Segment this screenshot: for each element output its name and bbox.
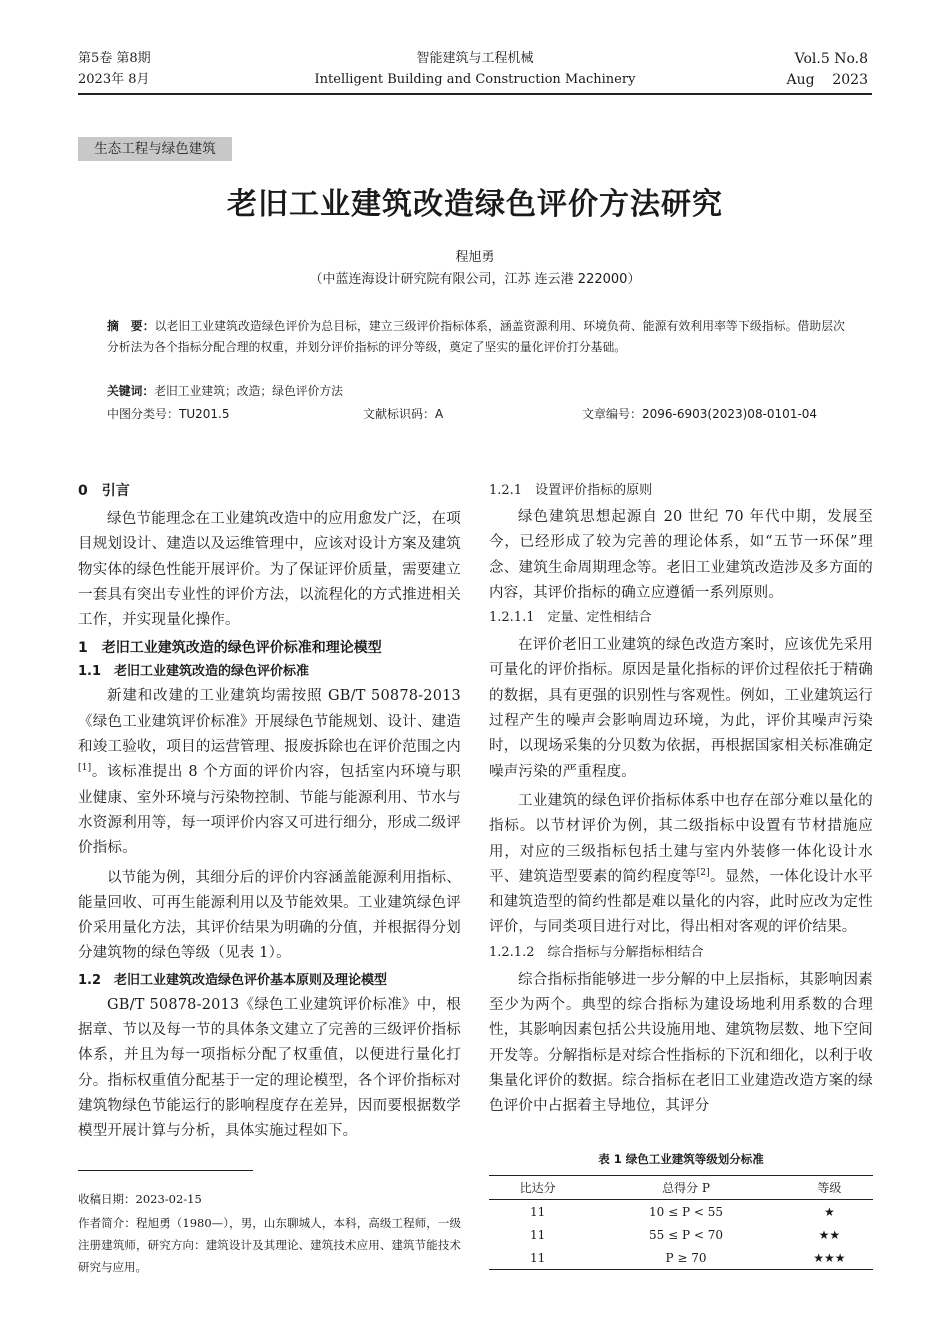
table-cell: 10 ≤ P < 55: [649, 1204, 724, 1219]
table-header-row: [489, 1176, 873, 1200]
right-column: [489, 479, 873, 1120]
abstract: [107, 316, 845, 358]
date-en: Aug 2023: [786, 72, 868, 88]
s1211-p2-text-a: 工业建筑的绿色评价指标体系中也存在部分难以量化的指标。以节材评价为例，其二级指标中设置有节材措施应用，对应的三级指标包括土建与室内外装修一体化设计水平、建筑造型要素的简约程度等: [489, 792, 873, 885]
table-cell: 11: [529, 1250, 546, 1265]
paper-title: 老旧工业建筑改造绿色评价方法研究: [227, 187, 723, 222]
s1211-p2-text-b: 。显然，一体化设计水平和建筑造型的简约性都是难以量化的内容，此时应改为定性评价，与同类项目进行对比，得出相对客观的评价结果。: [489, 868, 873, 936]
section-1-2-heading: 1.2 老旧工业建筑改造绿色评价基本原则及理论模型: [78, 972, 388, 988]
citation-2: [2]: [696, 868, 710, 879]
table-cell: ★★: [818, 1227, 841, 1242]
table-1: [489, 1175, 873, 1270]
table-header-cell: 等级: [817, 1181, 842, 1195]
volume-issue: 第5卷 第8期: [78, 51, 151, 66]
section-1-2-1-paragraph: 绿色建筑思想起源自 20 世纪 70 年代中期，发展至今，已经形成了较为完善的理论体系，如“五节一环保”理念、建筑生命周期理念等。老旧工业建筑改造涉及多方面的内容，其评价指标的确立应遵循一系列原则。: [489, 509, 873, 601]
table-cell: P ≥ 70: [665, 1250, 707, 1265]
footnote-rule: [78, 1170, 253, 1171]
section-1-2-1-1-heading: 1.2.1.1 定量、定性相结合: [489, 610, 652, 626]
table-row: [489, 1200, 873, 1224]
section-1-1-heading: 1.1 老旧工业建筑改造的绿色评价标准: [78, 664, 310, 680]
table-cell: ★★★: [813, 1250, 846, 1265]
section-1-2-paragraph: GB/T 50878-2013《绿色工业建筑评价标准》中，根据章、节以及每一节的具体条文建立了完善的三级评价指标体系，并且为每一项指标分配了权重值，以便进行量化打分。指标权重值分配基于一定的理论模型，各个评价指标对建筑物绿色节能运行的影响程度存在差异，因而要根据数学模型开展计算与分析，具体实施过程如下。: [78, 996, 461, 1140]
section-1-1-paragraph-2: 以节能为例，其细分后的评价内容涵盖能源利用指标、能量回收、可再生能源利用以及节能效果。工业建筑绿色评价采用量化方法，其评价结果为明确的分值，并根据得分划分建筑物的绿色等级（见表 1）。: [78, 869, 461, 962]
section-1-2-1-1-paragraph-1: 在评价老旧工业建筑的绿色改造方案时，应该优先采用可量化的评价指标。原因是量化指标的评价过程依托于精确的数据，具有更强的识别性与客观性。例如，工业建筑运行过程产生的噪声会影响周边环境，为此，评价其噪声污染时，以现场采集的分贝数为依据，再根据国家相关标准确定噪声污染的严重程度。: [489, 637, 873, 780]
table-cell: 11: [529, 1227, 546, 1242]
clc-number: 中图分类号：TU201.5: [107, 407, 230, 421]
author-affiliation: （中蓝连海设计研究院有限公司，江苏 连云港 222000）: [309, 272, 641, 287]
header-rule: [78, 93, 872, 95]
column-tag: 生态工程与绿色建筑: [78, 137, 232, 161]
table-row: [489, 1246, 873, 1270]
issue-date: 2023年 8月: [78, 72, 150, 87]
article-number: 文章编号：2096-6903(2023)08-0101-04: [582, 407, 818, 421]
section-1-2-1-2-paragraph: 综合指标指能够进一步分解的中上层指标，其影响因素至少为两个。典型的综合指标为建设场地利用系数的合理性，其影响因素包括公共设施用地、建筑物层数、地下空间开发等。分解指标是对综合性指标的下沉和细化，以利于收集量化评价的数据。综合指标在老旧工业建造改造方案的绿色评价中占据着主导地位，其评分: [489, 971, 873, 1115]
table-cell: 55 ≤ P < 70: [649, 1227, 724, 1242]
keywords-label: 关键词：: [107, 384, 155, 398]
journal-title-cn: 智能建筑与工程机械: [416, 51, 534, 66]
keywords-text: 老旧工业建筑；改造；绿色评价方法: [154, 384, 343, 398]
table-row: [489, 1223, 873, 1246]
section-1-heading: 1 老旧工业建筑改造的绿色评价标准和理论模型: [78, 640, 382, 657]
section-1-2-1-heading: 1.2.1 设置评价指标的原则: [489, 483, 653, 498]
left-column: [78, 479, 461, 1145]
table-header-cell: 比达分: [519, 1181, 556, 1195]
keywords: [107, 381, 845, 402]
section-1-2-1-2-heading: 1.2.1.2 综合指标与分解指标相结合: [489, 944, 704, 960]
section-1-1-paragraph-1: [78, 684, 461, 861]
s11-p1-text-b: 。该标准提出 8 个方面的评价内容，包括室内环境与职业健康、室外环境与污染物控制、节能与能源利用、节水与水资源利用等，每一项评价内容又可进行细分，形成二级评价指标。: [78, 764, 461, 857]
citation-1: [1]: [78, 763, 92, 774]
section-0-heading: 0 引言: [78, 483, 130, 499]
document-code: 文献标识码：A: [363, 407, 444, 421]
author-bio: 作者简介：程旭勇（1980—），男，山东聊城人，本科，高级工程师，一级注册建筑师，研究方向：建筑设计及其理论、建筑技术应用、建筑节能技术研究与应用。: [78, 1216, 461, 1274]
abstract-text: 以老旧工业建筑改造绿色评价为总目标，建立三级评价指标体系，涵盖资源利用、环境负荷、能源有效利用率等下级指标。借助层次分析法为各个指标分配合理的权重，并划分评价指标的评分等级，奠定了坚实的量化评价打分基础。: [107, 319, 845, 354]
author-name: 程旭勇: [455, 250, 495, 265]
table-header-cell: 总得分 P: [662, 1181, 710, 1195]
table-cell: 11: [529, 1204, 546, 1219]
table-cell: ★: [824, 1204, 835, 1219]
s11-p1-text-a: 新建和改建的工业建筑均需按照 GB/T 50878-2013《绿色工业建筑评价标准》开展绿色节能规划、设计、建造和竣工验收，项目的运营管理、报废拆除也在评价范围之内: [78, 688, 461, 756]
journal-title-en: Intelligent Building and Construction Machinery: [314, 72, 636, 87]
received-date: 收稿日期：2023-02-15: [78, 1192, 202, 1206]
section-0-paragraph: 绿色节能理念在工业建筑改造中的应用愈发广泛，在项目规划设计、建造以及运维管理中，应该对设计方案及建筑物实体的绿色性能开展评价。为了保证评价质量，需要建立一套具有突出专业性的评价方法，以流程化的方式推进相关工作，并实现量化操作。: [78, 511, 461, 629]
volume-en: Vol.5 No.8: [794, 51, 868, 67]
abstract-label: 摘 要：: [107, 319, 155, 333]
table-1-caption: 表 1 绿色工业建筑等级划分标准: [598, 1152, 764, 1166]
section-1-2-1-1-paragraph-2: [489, 789, 873, 941]
footnote: [78, 1188, 461, 1278]
